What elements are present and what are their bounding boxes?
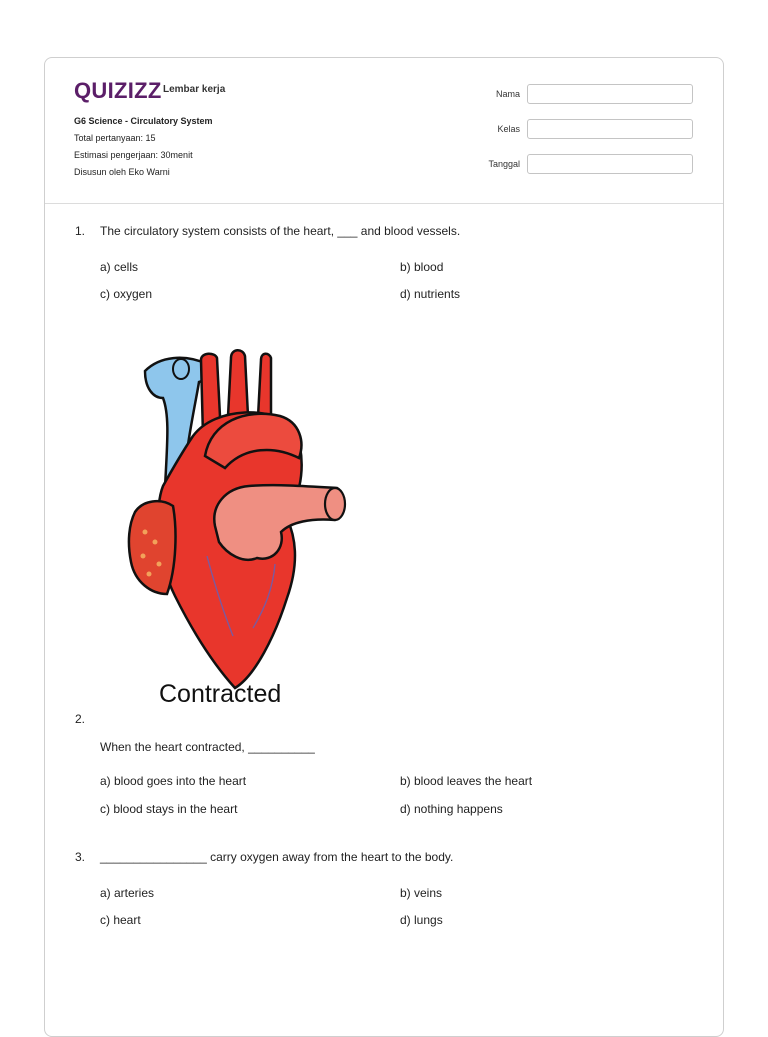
date-field[interactable] xyxy=(527,154,693,174)
class-label: Kelas xyxy=(497,124,520,134)
heart-illustration xyxy=(115,336,385,706)
question-3-option-a[interactable]: a) arteries xyxy=(100,886,155,900)
total-questions: Total pertanyaan: 15 xyxy=(74,133,156,143)
question-3-text: ________________ carry oxygen away from the heart to the body. xyxy=(100,850,454,864)
worksheet xyxy=(44,57,724,1037)
question-1-option-d[interactable]: d) nutrients xyxy=(400,287,461,301)
question-3-number: 3. xyxy=(75,850,86,864)
question-3-option-d[interactable]: d) lungs xyxy=(400,913,443,927)
worksheet-title: G6 Science - Circulatory System xyxy=(74,116,213,126)
name-field[interactable] xyxy=(527,84,693,104)
question-1-number: 1. xyxy=(75,224,86,238)
question-1-option-c[interactable]: c) oxygen xyxy=(100,287,153,301)
heart-caption: Contracted xyxy=(159,680,282,708)
quizizz-logo: QUIZIZZ xyxy=(74,78,162,103)
question-2-option-a[interactable]: a) blood goes into the heart xyxy=(100,774,247,788)
question-3-option-b[interactable]: b) veins xyxy=(400,886,443,900)
author: Disusun oleh Eko Warni xyxy=(74,167,170,177)
class-field[interactable] xyxy=(527,119,693,139)
question-2-text: When the heart contracted, __________ xyxy=(100,740,315,754)
question-2-number: 2. xyxy=(75,712,86,726)
question-1-option-a[interactable]: a) cells xyxy=(100,260,139,274)
question-1-option-b[interactable]: b) blood xyxy=(400,260,444,274)
name-label: Nama xyxy=(495,89,520,99)
worksheet-header xyxy=(45,58,723,204)
sheet-type-label: Lembar kerja xyxy=(163,84,226,95)
question-1-text: The circulatory system consists of the heart, ___ and blood vessels. xyxy=(100,224,461,238)
heart-icon xyxy=(115,336,385,706)
question-2-option-c[interactable]: c) blood stays in the heart xyxy=(100,802,238,816)
question-3-option-c[interactable]: c) heart xyxy=(100,913,141,927)
time-estimate: Estimasi pengerjaan: 30menit xyxy=(74,150,193,160)
question-2-option-d[interactable]: d) nothing happens xyxy=(400,802,503,816)
date-label: Tanggal xyxy=(488,159,520,169)
question-2-option-b[interactable]: b) blood leaves the heart xyxy=(400,774,533,788)
